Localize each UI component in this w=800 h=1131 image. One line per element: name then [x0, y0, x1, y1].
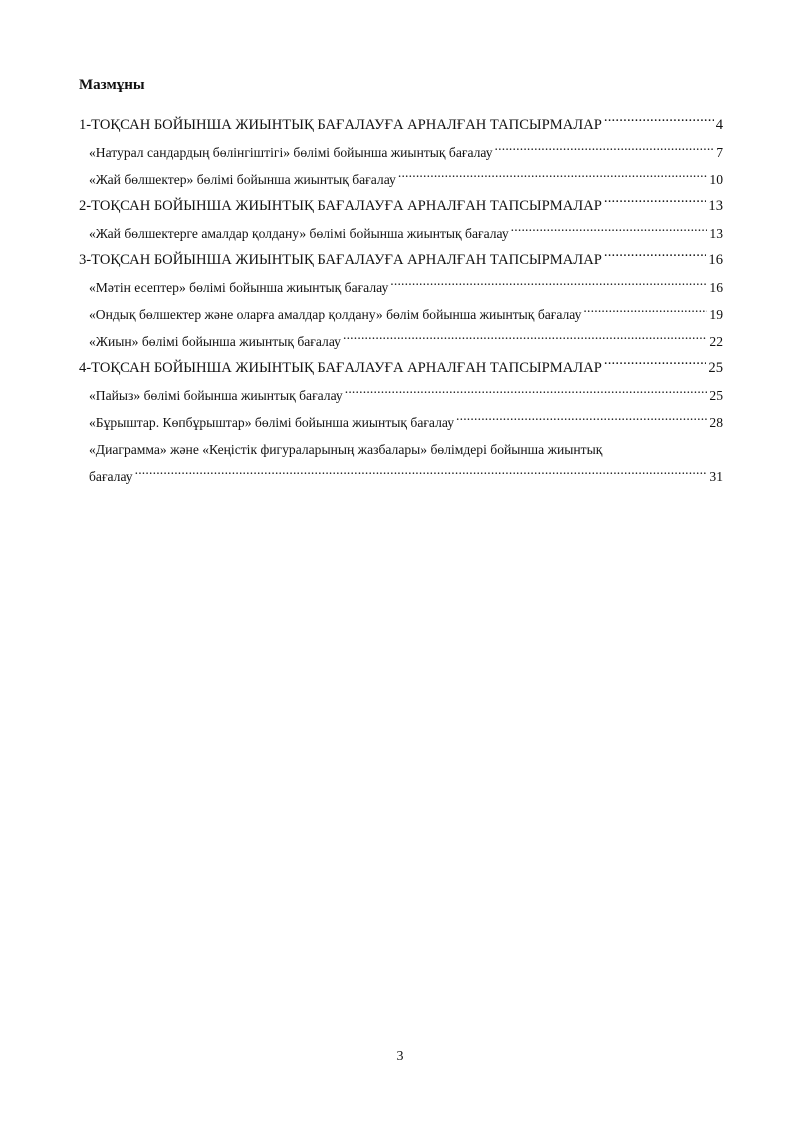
toc-entry-page: 10 — [709, 172, 723, 187]
toc-dot-leader — [398, 170, 708, 184]
toc-entry-label: «Жай бөлшектер» бөлімі бойынша жиынтық бағалау — [89, 172, 396, 187]
toc-title: Мазмұны — [79, 77, 145, 93]
toc-dot-leader — [135, 467, 708, 481]
toc-entry-label: «Натурал сандардың бөлінгіштігі» бөлімі бойынша жиынтық бағалау — [89, 145, 493, 160]
toc-entry-label: «Жиын» бөлімі бойынша жиынтық бағалау — [89, 334, 341, 349]
toc-entry[interactable] — [79, 193, 723, 220]
table-of-contents — [79, 112, 723, 490]
toc-entry[interactable] — [79, 409, 723, 436]
toc-dot-leader — [583, 305, 707, 319]
toc-entry-page: 13 — [708, 198, 723, 214]
toc-entry-page: 25 — [708, 360, 723, 376]
toc-entry[interactable] — [79, 382, 723, 409]
toc-entry-label: 3-ТОҚСАН БОЙЫНША ЖИЫНТЫҚ БАҒАЛАУҒА АРНАЛҒАН ТАПСЫРМАЛАР — [79, 252, 602, 268]
toc-entry-label-line1: «Диаграмма» және «Кеңістік фигураларының жазбалары» бөлімдері бойынша жиынтық — [89, 442, 603, 457]
toc-entry[interactable] — [79, 220, 723, 247]
toc-dot-leader — [343, 332, 707, 346]
toc-entry[interactable] — [79, 328, 723, 355]
toc-entry-label: «Бұрыштар. Көпбұрыштар» бөлімі бойынша жиынтық бағалау — [89, 415, 455, 430]
toc-entry[interactable] — [79, 247, 723, 274]
toc-dot-leader — [511, 224, 708, 238]
toc-entry-page: 19 — [709, 307, 723, 322]
toc-entry-label: «Пайыз» бөлімі бойынша жиынтық бағалау — [89, 388, 343, 403]
toc-entry[interactable] — [79, 355, 723, 382]
toc-dot-leader — [495, 143, 715, 157]
toc-dot-leader — [456, 413, 707, 427]
toc-entry-line2 — [89, 463, 723, 490]
toc-entry-label: 4-ТОҚСАН БОЙЫНША ЖИЫНТЫҚ БАҒАЛАУҒА АРНАЛҒАН ТАПСЫРМАЛАР — [79, 360, 602, 376]
toc-entry-page: 16 — [709, 280, 723, 295]
page-number: 3 — [396, 1049, 404, 1064]
toc-dot-leader — [604, 249, 707, 264]
toc-dot-leader — [604, 195, 707, 210]
toc-entry[interactable] — [79, 112, 723, 139]
toc-entry[interactable] — [79, 301, 723, 328]
toc-dot-leader — [345, 386, 708, 400]
toc-entry-page: 13 — [709, 226, 723, 241]
toc-entry-label-line2: бағалау — [89, 469, 133, 484]
toc-entry[interactable] — [79, 166, 723, 193]
toc-entry-page: 31 — [709, 469, 723, 484]
toc-entry-page: 25 — [709, 388, 723, 403]
toc-entry-label: 1-ТОҚСАН БОЙЫНША ЖИЫНТЫҚ БАҒАЛАУҒА АРНАЛҒАН ТАПСЫРМАЛАР — [79, 117, 602, 133]
toc-dot-leader — [604, 357, 707, 372]
toc-entry[interactable] — [79, 436, 723, 490]
toc-entry[interactable] — [79, 139, 723, 166]
toc-entry-page: 28 — [709, 415, 723, 430]
toc-entry-label: «Мәтін есептер» бөлімі бойынша жиынтық бағалау — [89, 280, 389, 295]
toc-entry-label: «Жай бөлшектерге амалдар қолдану» бөлімі бойынша жиынтық бағалау — [89, 226, 509, 241]
toc-entry-page: 22 — [709, 334, 723, 349]
toc-entry-page: 4 — [715, 117, 723, 133]
toc-entry-page: 7 — [716, 145, 723, 160]
toc-entry-label: 2-ТОҚСАН БОЙЫНША ЖИЫНТЫҚ БАҒАЛАУҒА АРНАЛҒАН ТАПСЫРМАЛАР — [79, 198, 602, 214]
toc-dot-leader — [390, 278, 707, 292]
toc-dot-leader — [604, 114, 714, 129]
toc-entry-page: 16 — [708, 252, 723, 268]
toc-entry[interactable] — [79, 274, 723, 301]
toc-entry-label: «Ондық бөлшектер және оларға амалдар қолдану» бөлім бойынша жиынтық бағалау — [89, 307, 582, 322]
